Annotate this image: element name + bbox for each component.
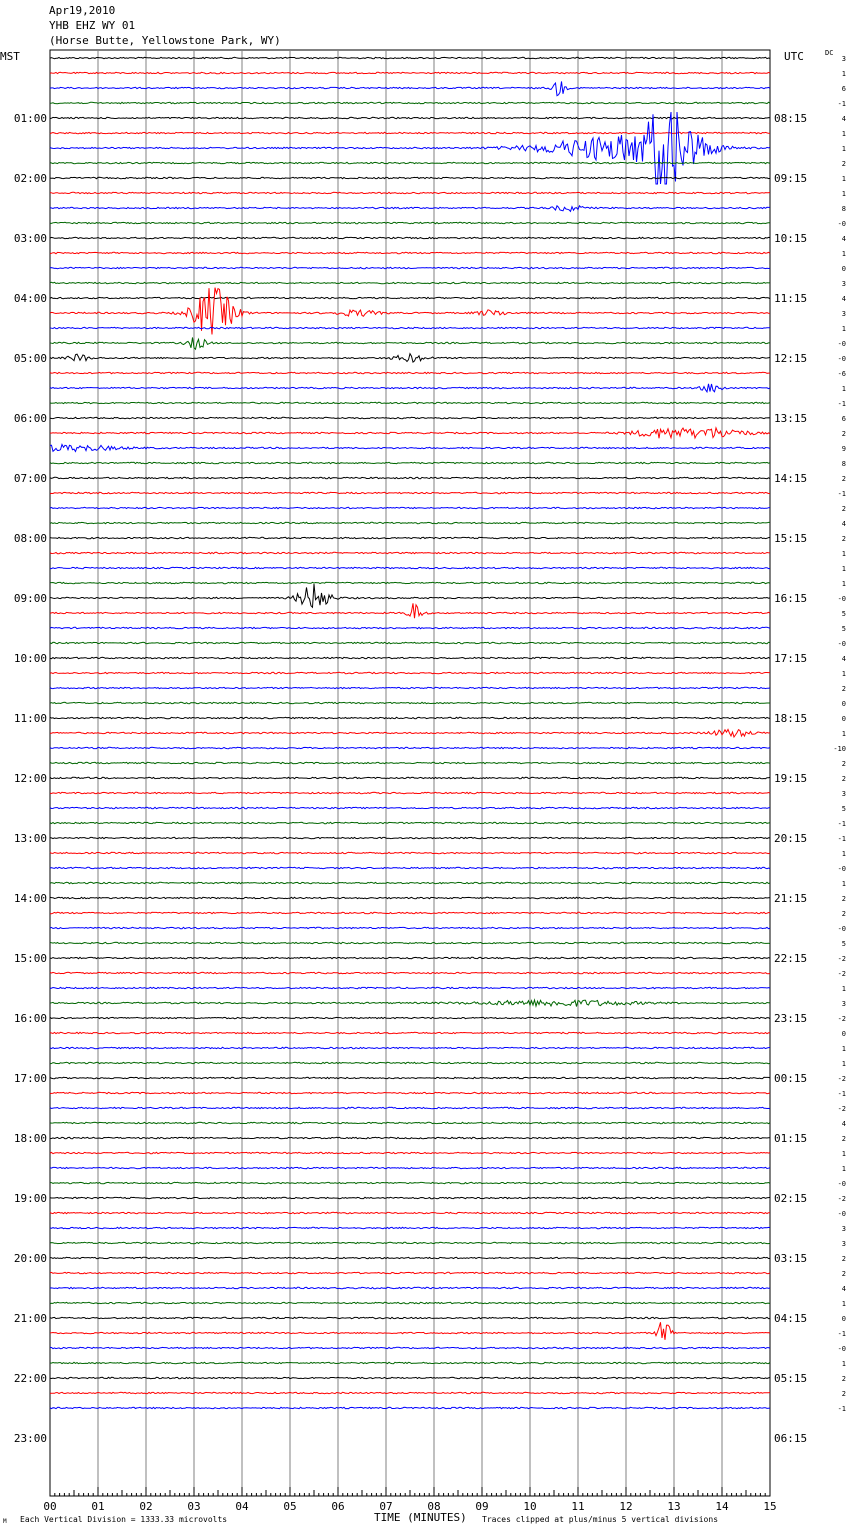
dc-offset-value: 3 xyxy=(841,1240,846,1248)
trace-line xyxy=(50,445,770,452)
left-hour-label: 11:00 xyxy=(13,712,47,725)
dc-offset-value: -1 xyxy=(837,1330,846,1338)
left-hour-label: 08:00 xyxy=(13,532,47,545)
dc-offset-value: 2 xyxy=(841,430,846,438)
trace-line xyxy=(50,852,770,853)
trace-line xyxy=(50,1182,770,1183)
trace-line xyxy=(50,567,770,568)
right-timezone-label: UTC xyxy=(784,50,804,63)
trace-line xyxy=(50,402,770,403)
right-hour-label: 23:15 xyxy=(774,1012,808,1025)
trace-line xyxy=(50,822,770,823)
dc-offset-value: 4 xyxy=(841,655,846,663)
dc-offset-value: 4 xyxy=(841,520,846,528)
trace-line xyxy=(50,112,770,184)
x-tick-label: 08 xyxy=(427,1500,441,1513)
dc-offset-value: 2 xyxy=(841,760,846,768)
right-hour-label: 19:15 xyxy=(774,772,808,785)
right-hour-label: 01:15 xyxy=(774,1132,808,1145)
left-hour-label: 18:00 xyxy=(13,1132,47,1145)
dc-offset-header: DC xyxy=(825,49,834,57)
trace-line xyxy=(50,237,770,238)
trace-line xyxy=(50,987,770,988)
left-hour-label: 23:00 xyxy=(13,1432,47,1445)
dc-offset-value: 8 xyxy=(841,460,846,468)
dc-offset-value: -2 xyxy=(837,970,846,978)
trace-line xyxy=(50,792,770,793)
dc-offset-value: 1 xyxy=(841,580,846,588)
trace-line xyxy=(50,462,770,463)
x-tick-label: 09 xyxy=(475,1500,489,1513)
trace-line xyxy=(50,957,770,958)
x-axis-title: TIME (MINUTES) xyxy=(374,1511,467,1524)
trace-line xyxy=(50,1227,770,1228)
dc-offset-value: 1 xyxy=(841,145,846,153)
dc-offset-value: -10 xyxy=(833,745,846,753)
dc-offset-value: 2 xyxy=(841,475,846,483)
left-hour-label: 22:00 xyxy=(13,1372,47,1385)
trace-line xyxy=(50,552,770,553)
dc-offset-value: 1 xyxy=(841,175,846,183)
trace-line xyxy=(50,177,770,178)
trace-line xyxy=(50,222,770,223)
right-hour-label: 16:15 xyxy=(774,592,808,605)
trace-line xyxy=(50,867,770,868)
dc-offset-value: -0 xyxy=(837,595,846,603)
dc-offset-value: 3 xyxy=(841,280,846,288)
x-tick-label: 12 xyxy=(619,1500,633,1513)
trace-line xyxy=(50,642,770,643)
dc-offset-value: 4 xyxy=(841,235,846,243)
x-tick-label: 02 xyxy=(139,1500,153,1513)
trace-line xyxy=(50,1407,770,1408)
dc-offset-value: 0 xyxy=(841,700,846,708)
dc-offset-value: 2 xyxy=(841,1135,846,1143)
dc-offset-value: 5 xyxy=(841,805,846,813)
trace-line xyxy=(50,672,770,673)
clip-note: Traces clipped at plus/minus 5 vertical divisions xyxy=(482,1515,719,1524)
x-tick-label: 03 xyxy=(187,1500,201,1513)
trace-line xyxy=(50,252,770,253)
left-hour-label: 15:00 xyxy=(13,952,47,965)
trace-line xyxy=(50,1377,770,1378)
dc-offset-value: 2 xyxy=(841,1375,846,1383)
right-hour-label: 17:15 xyxy=(774,652,808,665)
dc-offset-value: 0 xyxy=(841,1030,846,1038)
trace-line xyxy=(50,337,770,349)
dc-offset-value: 1 xyxy=(841,1165,846,1173)
left-timezone-label: MST xyxy=(0,50,20,63)
x-tick-label: 05 xyxy=(283,1500,297,1513)
dc-offset-value: -2 xyxy=(837,1015,846,1023)
trace-line xyxy=(50,972,770,973)
dc-offset-value: 1 xyxy=(841,730,846,738)
trace-line xyxy=(50,837,770,838)
trace-line xyxy=(50,582,770,583)
right-hour-label: 15:15 xyxy=(774,532,808,545)
trace-line xyxy=(50,657,770,658)
trace-line xyxy=(50,1047,770,1048)
left-hour-label: 09:00 xyxy=(13,592,47,605)
trace-line xyxy=(50,777,770,778)
dc-offset-value: 1 xyxy=(841,1360,846,1368)
trace-line xyxy=(50,102,770,103)
x-tick-label: 04 xyxy=(235,1500,249,1513)
dc-offset-value: -0 xyxy=(837,1345,846,1353)
dc-offset-value: -0 xyxy=(837,865,846,873)
dc-offset-value: -0 xyxy=(837,1210,846,1218)
trace-line xyxy=(50,1000,770,1007)
left-hour-label: 03:00 xyxy=(13,232,47,245)
trace-line xyxy=(50,372,770,373)
right-hour-label: 03:15 xyxy=(774,1252,808,1265)
dc-offset-value: -2 xyxy=(837,1075,846,1083)
trace-line xyxy=(50,1137,770,1138)
dc-offset-value: 1 xyxy=(841,70,846,78)
trace-line xyxy=(50,492,770,493)
right-hour-label: 05:15 xyxy=(774,1372,808,1385)
dc-offset-value: -1 xyxy=(837,400,846,408)
trace-line xyxy=(50,717,770,718)
dc-offset-value: 3 xyxy=(841,55,846,63)
x-tick-label: 13 xyxy=(667,1500,681,1513)
dc-offset-value: 4 xyxy=(841,1285,846,1293)
trace-line xyxy=(50,687,770,688)
dc-offset-value: 2 xyxy=(841,685,846,693)
dc-offset-value: 5 xyxy=(841,625,846,633)
left-hour-label: 20:00 xyxy=(13,1252,47,1265)
dc-offset-value: -6 xyxy=(837,370,846,378)
dc-offset-value: 1 xyxy=(841,190,846,198)
left-hour-label: 04:00 xyxy=(13,292,47,305)
dc-offset-value: 2 xyxy=(841,910,846,918)
scale-note: Each Vertical Division = 1333.33 microvolts xyxy=(20,1515,228,1524)
dc-offset-value: -0 xyxy=(837,1180,846,1188)
dc-offset-value: -0 xyxy=(837,640,846,648)
dc-offset-value: 1 xyxy=(841,1150,846,1158)
dc-offset-value: 4 xyxy=(841,295,846,303)
left-hour-label: 07:00 xyxy=(13,472,47,485)
trace-line xyxy=(50,81,770,95)
dc-offset-value: 1 xyxy=(841,1300,846,1308)
x-tick-label: 07 xyxy=(379,1500,393,1513)
trace-line xyxy=(50,1257,770,1258)
trace-line xyxy=(50,1197,770,1198)
dc-offset-value: 0 xyxy=(841,1315,846,1323)
dc-offset-value: 6 xyxy=(841,415,846,423)
trace-line xyxy=(50,72,770,73)
right-hour-label: 20:15 xyxy=(774,832,808,845)
left-hour-label: 21:00 xyxy=(13,1312,47,1325)
trace-line xyxy=(50,1122,770,1123)
dc-offset-value: 2 xyxy=(841,1390,846,1398)
trace-line xyxy=(50,428,770,438)
trace-line xyxy=(50,1032,770,1033)
dc-offset-value: 1 xyxy=(841,385,846,393)
dc-offset-value: -0 xyxy=(837,220,846,228)
trace-line xyxy=(50,132,770,133)
dc-offset-value: 2 xyxy=(841,1270,846,1278)
right-hour-label: 14:15 xyxy=(774,472,808,485)
trace-line xyxy=(50,1392,770,1393)
dc-offset-value: -0 xyxy=(837,925,846,933)
right-hour-label: 18:15 xyxy=(774,712,808,725)
trace-line xyxy=(50,897,770,898)
dc-offset-value: -1 xyxy=(837,835,846,843)
trace-line xyxy=(50,477,770,478)
dc-offset-value: -1 xyxy=(837,100,846,108)
trace-line xyxy=(50,384,770,392)
station-location: (Horse Butte, Yellowstone Park, WY) xyxy=(49,34,281,47)
right-hour-label: 22:15 xyxy=(774,952,808,965)
left-hour-label: 16:00 xyxy=(13,1012,47,1025)
dc-offset-value: 2 xyxy=(841,775,846,783)
x-tick-label: 00 xyxy=(43,1500,57,1513)
trace-line xyxy=(50,584,770,607)
x-tick-label: 01 xyxy=(91,1500,105,1513)
trace-line xyxy=(50,1017,770,1018)
trace-line xyxy=(50,1362,770,1363)
dc-offset-value: 5 xyxy=(841,610,846,618)
trace-line xyxy=(50,1272,770,1273)
dc-offset-value: 0 xyxy=(841,265,846,273)
left-hour-label: 05:00 xyxy=(13,352,47,365)
dc-offset-value: 0 xyxy=(841,715,846,723)
dc-offset-value: 1 xyxy=(841,565,846,573)
trace-line xyxy=(50,747,770,748)
dc-offset-value: 1 xyxy=(841,670,846,678)
dc-offset-value: -1 xyxy=(837,1405,846,1413)
right-hour-label: 11:15 xyxy=(774,292,808,305)
trace-line xyxy=(50,192,770,193)
trace-line xyxy=(50,603,770,618)
dc-offset-value: 1 xyxy=(841,550,846,558)
left-hour-label: 12:00 xyxy=(13,772,47,785)
right-hour-label: 21:15 xyxy=(774,892,808,905)
plot-date: Apr19,2010 xyxy=(49,4,116,17)
dc-offset-value: -2 xyxy=(837,1105,846,1113)
trace-line xyxy=(50,942,770,943)
x-tick-label: 15 xyxy=(763,1500,777,1513)
dc-offset-value: 4 xyxy=(841,1120,846,1128)
dc-offset-value: 1 xyxy=(841,880,846,888)
right-hour-label: 06:15 xyxy=(774,1432,808,1445)
trace-line xyxy=(50,627,770,628)
dc-offset-value: 1 xyxy=(841,1045,846,1053)
dc-offset-value: 6 xyxy=(841,85,846,93)
trace-line xyxy=(50,537,770,538)
left-hour-label: 14:00 xyxy=(13,892,47,905)
trace-line xyxy=(50,912,770,913)
x-tick-label: 14 xyxy=(715,1500,729,1513)
left-hour-label: 01:00 xyxy=(13,112,47,125)
left-hour-label: 19:00 xyxy=(13,1192,47,1205)
dc-offset-value: 3 xyxy=(841,310,846,318)
left-hour-label: 10:00 xyxy=(13,652,47,665)
right-hour-label: 02:15 xyxy=(774,1192,808,1205)
left-hour-label: 13:00 xyxy=(13,832,47,845)
footer-mark: M xyxy=(3,1518,7,1525)
left-hour-label: 17:00 xyxy=(13,1072,47,1085)
trace-line xyxy=(50,807,770,808)
dc-offset-value: 3 xyxy=(841,790,846,798)
dc-offset-value: 2 xyxy=(841,160,846,168)
right-hour-label: 12:15 xyxy=(774,352,808,365)
trace-line xyxy=(50,1287,770,1288)
right-hour-label: 10:15 xyxy=(774,232,808,245)
trace-line xyxy=(50,57,770,58)
dc-offset-value: 1 xyxy=(841,1060,846,1068)
right-hour-label: 00:15 xyxy=(774,1072,808,1085)
trace-line xyxy=(50,327,770,328)
dc-offset-value: 3 xyxy=(841,1225,846,1233)
right-hour-label: 04:15 xyxy=(774,1312,808,1325)
trace-line xyxy=(50,1302,770,1303)
trace-line xyxy=(50,282,770,283)
trace-line xyxy=(50,297,770,298)
dc-offset-value: 5 xyxy=(841,940,846,948)
trace-line xyxy=(50,1347,770,1348)
dc-offset-value: 4 xyxy=(841,115,846,123)
trace-line xyxy=(50,522,770,523)
right-hour-label: 09:15 xyxy=(774,172,808,185)
right-hour-label: 13:15 xyxy=(774,412,808,425)
dc-offset-value: -0 xyxy=(837,355,846,363)
dc-offset-value: 1 xyxy=(841,325,846,333)
dc-offset-value: 1 xyxy=(841,850,846,858)
trace-line xyxy=(50,267,770,268)
left-hour-label: 06:00 xyxy=(13,412,47,425)
station-code: YHB EHZ WY 01 xyxy=(49,19,136,32)
dc-offset-value: 1 xyxy=(841,985,846,993)
dc-offset-value: 2 xyxy=(841,1255,846,1263)
trace-line xyxy=(50,1107,770,1108)
dc-offset-value: -0 xyxy=(837,340,846,348)
dc-offset-value: 2 xyxy=(841,505,846,513)
trace-line xyxy=(50,1322,770,1340)
trace-line xyxy=(50,206,770,212)
trace-line xyxy=(50,1242,770,1243)
x-tick-label: 11 xyxy=(571,1500,585,1513)
trace-line xyxy=(50,417,770,418)
trace-line xyxy=(50,1077,770,1078)
dc-offset-value: 3 xyxy=(841,1000,846,1008)
trace-line xyxy=(50,1212,770,1213)
trace-line xyxy=(50,702,770,703)
trace-line xyxy=(50,117,770,118)
dc-offset-value: -2 xyxy=(837,955,846,963)
trace-line xyxy=(50,1167,770,1168)
dc-offset-value: -1 xyxy=(837,820,846,828)
x-tick-label: 10 xyxy=(523,1500,537,1513)
dc-offset-value: -1 xyxy=(837,1090,846,1098)
trace-line xyxy=(50,1092,770,1093)
trace-line xyxy=(50,1062,770,1063)
dc-offset-value: 2 xyxy=(841,895,846,903)
dc-offset-value: 8 xyxy=(841,205,846,213)
trace-line xyxy=(50,1317,770,1318)
trace-line xyxy=(50,354,770,362)
dc-offset-value: -2 xyxy=(837,1195,846,1203)
trace-line xyxy=(50,762,770,763)
dc-offset-value: 9 xyxy=(841,445,846,453)
trace-line xyxy=(50,927,770,928)
right-hour-label: 08:15 xyxy=(774,112,808,125)
dc-offset-value: 2 xyxy=(841,535,846,543)
trace-line xyxy=(50,729,770,737)
trace-line xyxy=(50,1152,770,1153)
dc-offset-value: -1 xyxy=(837,490,846,498)
dc-offset-value: 1 xyxy=(841,130,846,138)
x-tick-label: 06 xyxy=(331,1500,345,1513)
left-hour-label: 02:00 xyxy=(13,172,47,185)
dc-offset-value: 1 xyxy=(841,250,846,258)
trace-line xyxy=(50,882,770,883)
trace-line xyxy=(50,507,770,508)
